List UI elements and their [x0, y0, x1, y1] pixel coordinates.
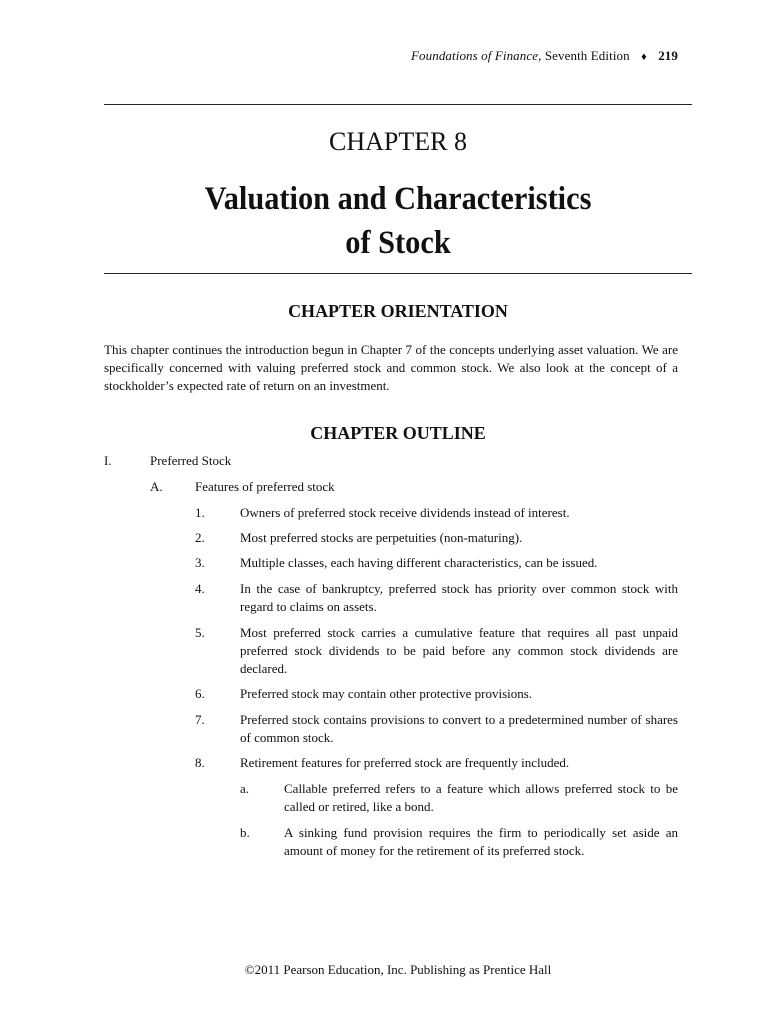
- running-header: [411, 48, 678, 64]
- diamond-separator-icon: ♦: [641, 51, 647, 63]
- list-subitem-letter: a.: [240, 781, 250, 796]
- list-item-number: 1.: [195, 505, 205, 520]
- list-item-number: 4.: [195, 581, 205, 596]
- orientation-paragraph: This chapter continues the introduction begun in Chapter 7 of the concepts underlying asset valuation. We are specifically concerned with valuing preferred stock and common stock. We also look at the concept of a stockholder’s expected rate of return on an investment.: [104, 342, 678, 393]
- list-subitem-letter: b.: [240, 825, 250, 840]
- chapter-title-line1: Valuation and Characteristics: [204, 181, 592, 217]
- list-item-number: 6.: [195, 686, 205, 701]
- list-item-text: Preferred stock contains provisions to convert to a predetermined number of shares of common stock.: [240, 712, 678, 745]
- subsection-text: Features of preferred stock: [195, 479, 335, 494]
- orientation-heading: CHAPTER ORIENTATION: [288, 301, 508, 321]
- top-divider: [104, 104, 692, 105]
- list-item-text: Owners of preferred stock receive dividends instead of interest.: [240, 505, 570, 520]
- list-item-text: Multiple classes, each having different characteristics, can be issued.: [240, 555, 598, 570]
- edition: Seventh Edition: [544, 48, 630, 63]
- bottom-divider: [104, 273, 692, 274]
- section-number: I.: [104, 453, 112, 468]
- list-item-text: Retirement features for preferred stock are frequently included.: [240, 755, 570, 770]
- list-item-text: In the case of bankruptcy, preferred stock has priority over common stock with regard to claims on assets.: [240, 581, 678, 614]
- subsection-letter: A.: [150, 479, 163, 494]
- list-subitem-text: Callable preferred refers to a feature which allows preferred stock to be called or retired, like a bond.: [284, 781, 678, 814]
- outline-heading: CHAPTER OUTLINE: [310, 423, 486, 443]
- chapter-title: [128, 177, 669, 265]
- copyright-footer: ©2011 Pearson Education, Inc. Publishing as Prentice Hall: [244, 962, 552, 977]
- list-item-number: 8.: [195, 755, 205, 770]
- book-title: Foundations of Finance,: [410, 48, 542, 63]
- chapter-label: CHAPTER 8: [329, 127, 467, 156]
- page-number: 219: [658, 48, 678, 63]
- list-item-number: 2.: [195, 530, 205, 545]
- chapter-title-line2: of Stock: [345, 225, 451, 261]
- section-text: Preferred Stock: [150, 453, 232, 468]
- list-item-text: Preferred stock may contain other protective provisions.: [240, 686, 533, 701]
- list-item-number: 5.: [195, 625, 205, 640]
- list-item-number: 3.: [195, 555, 205, 570]
- list-item-text: Most preferred stock carries a cumulative feature that requires all past unpaid preferred stock dividends to be paid before any common stock dividends are declared.: [240, 625, 678, 676]
- list-subitem-text: A sinking fund provision requires the firm to periodically set aside an amount of money for the retirement of its preferred stock.: [284, 825, 678, 858]
- list-item-text: Most preferred stocks are perpetuities (non-maturing).: [240, 530, 523, 545]
- list-item-number: 7.: [195, 712, 205, 727]
